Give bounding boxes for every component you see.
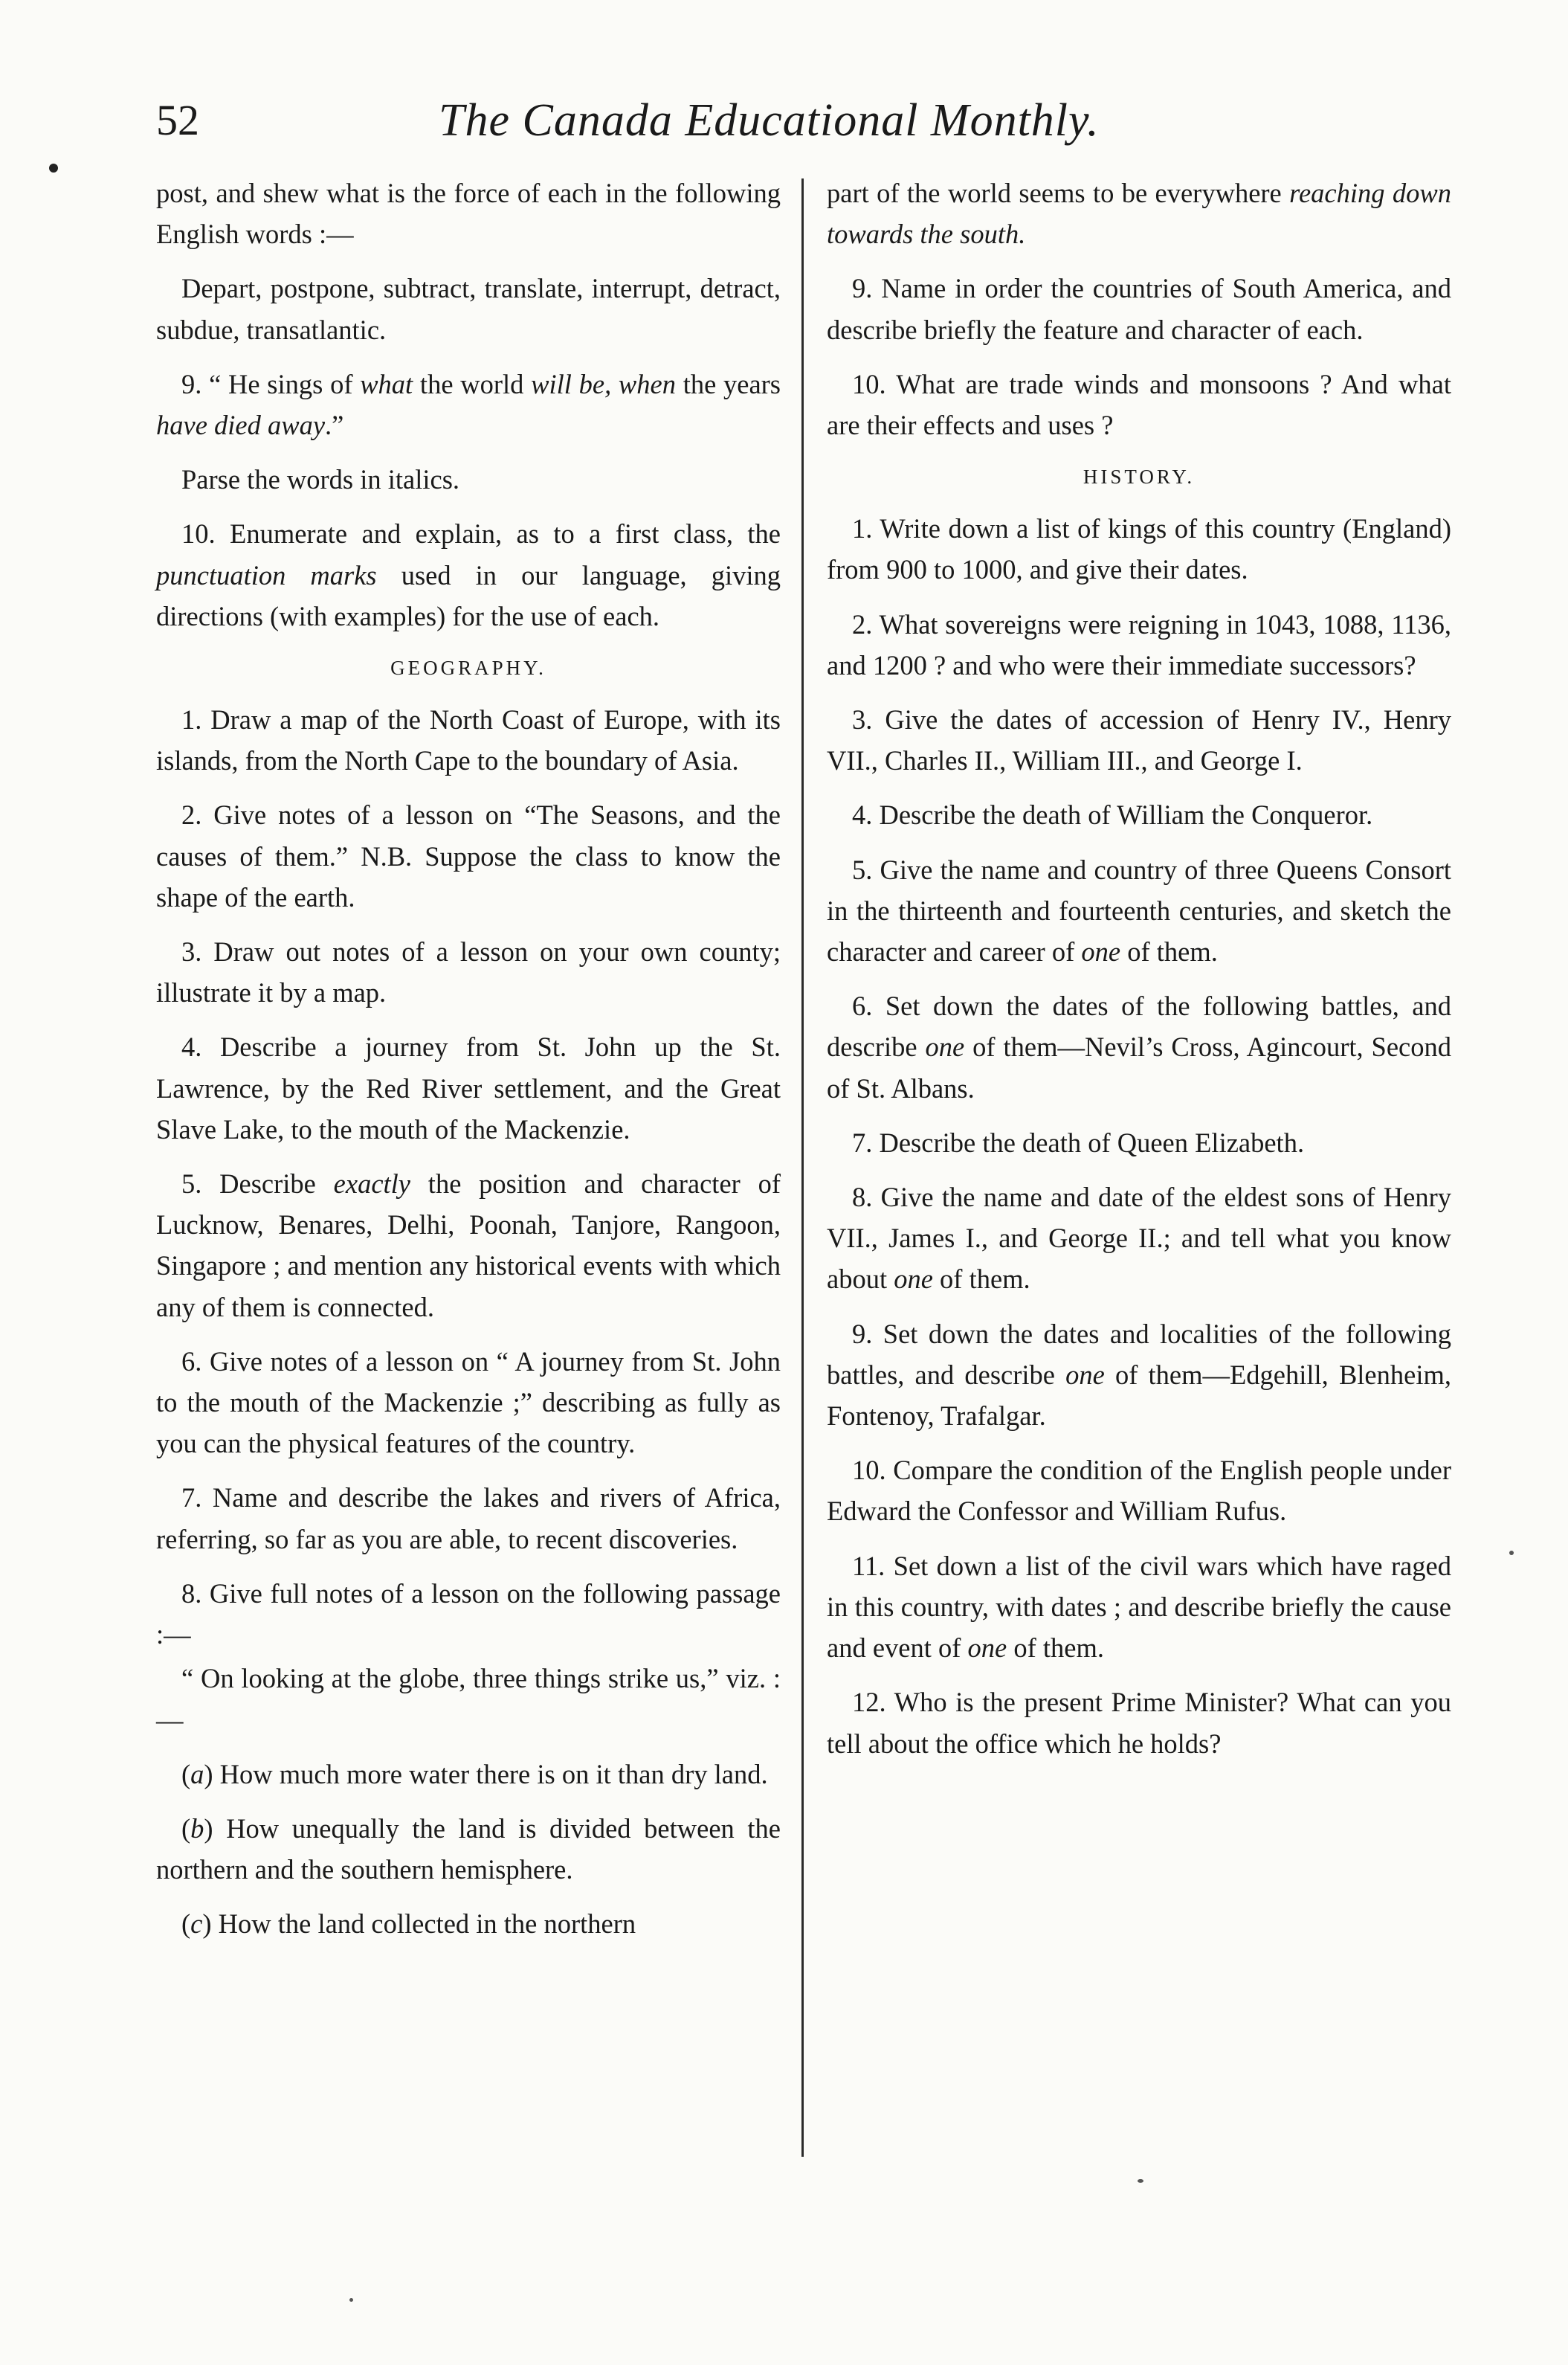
paragraph: 7. Name and describe the lakes and rivers of Africa, referring, so far as you are able, to recent discoveries.: [156, 1482, 781, 1554]
italic-text: one: [1081, 936, 1121, 968]
section-heading: GEOGRAPHY.: [390, 657, 546, 680]
paragraph: [827, 985, 1451, 1109]
paragraph: 10. Compare the condition of the English people under Edward the Confessor and William Rufus.: [827, 1455, 1451, 1527]
italic-text: one: [967, 1632, 1007, 1664]
paragraph: Parse the words in italics.: [181, 464, 460, 495]
page-number: 52: [156, 96, 199, 144]
paragraph: 10. What are trade winds and monsoons ? And what are their effects and uses ?: [827, 368, 1451, 441]
paragraph: [156, 364, 781, 445]
text-run: (: [181, 1812, 191, 1844]
text-run: 6. Set down the dates of the following battles, and describe: [827, 991, 1451, 1063]
italic-text: one: [1065, 1359, 1105, 1390]
paragraph: [156, 1163, 781, 1328]
italic-text: have died away: [156, 410, 326, 441]
paragraph: 8. Give full notes of a lesson on the following passage :—: [156, 1577, 781, 1650]
section-heading: HISTORY.: [1083, 466, 1196, 489]
italic-text: b: [190, 1812, 204, 1844]
text-run: 10. Enumerate and explain, as to a first class, the: [181, 518, 781, 550]
paragraph: 2. What sovereigns were reigning in 1043, 1088, 1136, and 1200 ? and who were their immediate successors?: [827, 608, 1451, 680]
paragraph: 12. Who is the present Prime Minister? What can you tell about the office which he holds?: [827, 1687, 1451, 1759]
paragraph: [827, 1545, 1451, 1669]
paragraph: 1. Draw a map of the North Coast of Europe, with its islands, from the North Cape to the boundary of Asia.: [156, 704, 781, 776]
text-run: ) How the land collected in the northern: [202, 1908, 636, 1940]
text-run: part of the world seems to be everywhere: [827, 178, 1290, 208]
page-header: [156, 83, 1465, 158]
italic-text: one: [925, 1032, 965, 1063]
paragraph: [827, 173, 1451, 254]
paragraph: [156, 1808, 781, 1890]
text-run: (: [181, 1908, 191, 1940]
paragraph: 2. Give notes of a lesson on “The Seasons, and the causes of them.” N.B. Suppose the class to know the shape of the earth.: [156, 799, 781, 913]
italic-text: punctuation marks: [156, 559, 377, 591]
paragraph: [156, 513, 781, 637]
margin-mark: [49, 164, 58, 173]
text-run: of them.: [1007, 1632, 1104, 1664]
paragraph: 3. Give the dates of accession of Henry IV., Henry VII., Charles II., William III., and George I.: [827, 704, 1451, 776]
italic-text: what: [360, 368, 413, 399]
italic-text: one: [894, 1264, 933, 1295]
text-run: the position and character of Lucknow, Benares, Delhi, Poonah, Tanjore, Rangoon, Singapore ; and mention any historical events with which any of them is connected.: [156, 1168, 781, 1322]
running-title: The Canada Educational Monthly.: [439, 95, 1100, 146]
paragraph: post, and shew what is the force of each in the following English words :—: [156, 178, 781, 250]
italic-text: reaching down towards the south.: [827, 178, 1451, 250]
paragraph: 1. Write down a list of kings of this country (England) from 900 to 1000, and give their dates.: [827, 513, 1451, 585]
left-column: [156, 173, 781, 1958]
right-column: [827, 173, 1451, 1777]
paragraph: 3. Draw out notes of a lesson on your own county; illustrate it by a map.: [156, 936, 781, 1008]
paragraph: [827, 1313, 1451, 1437]
print-speck: [1138, 2179, 1143, 2183]
text-run: 5. Describe: [181, 1168, 334, 1200]
text-run: the world: [413, 368, 532, 399]
text-run: of them.: [932, 1264, 1030, 1295]
text-run: 9. “ He sings of: [181, 368, 361, 399]
text-run: of them—Nevil’s Cross, Agincourt, Second of St. Albans.: [827, 1032, 1451, 1104]
text-run: used in our language, giving directions (with examples) for the use of each.: [156, 559, 781, 631]
text-run: of them.: [1120, 936, 1218, 968]
text-run: 11. Set down a list of the civil wars which have raged in this country, with dates ; and describe briefly the cause and event of: [827, 1550, 1451, 1664]
paragraph: [156, 1754, 781, 1795]
column-divider: [801, 178, 804, 2157]
text-run: 9. Set down the dates and localities of the following battles, and describe: [827, 1318, 1451, 1390]
paragraph: 9. Name in order the countries of South America, and describe briefly the feature and character of each.: [827, 273, 1451, 345]
paragraph: Depart, postpone, subtract, translate, interrupt, detract, subdue, transatlantic.: [156, 273, 781, 345]
text-run: (: [181, 1758, 191, 1789]
text-run: the years: [675, 368, 781, 399]
italic-text: exactly: [333, 1168, 411, 1200]
paragraph: 6. Give notes of a lesson on “ A journey from St. John to the mouth of the Mackenzie ;” describing as fully as you can the physical features of the country.: [156, 1345, 781, 1459]
text-run: 5. Give the name and country of three Queens Consort in the thirteenth and fourteenth centuries, and sketch the character and career of: [827, 854, 1451, 968]
italic-text: a: [190, 1758, 204, 1789]
paragraph: “ On looking at the globe, three things strike us,” viz. :—: [156, 1663, 781, 1735]
paragraph: [827, 849, 1451, 973]
italic-text: will be, when: [531, 368, 676, 399]
paragraph: 4. Describe the death of William the Conqueror.: [852, 799, 1373, 831]
text-run: ) How much more water there is on it than dry land.: [204, 1758, 768, 1789]
text-run: .”: [325, 410, 344, 441]
paragraph: [827, 1177, 1451, 1300]
print-speck: [349, 2298, 353, 2302]
text-run: ) How unequally the land is divided between the northern and the southern hemisphere.: [156, 1812, 781, 1885]
paragraph: 7. Describe the death of Queen Elizabeth.: [852, 1127, 1305, 1158]
paragraph: 4. Describe a journey from St. John up the St. Lawrence, by the Red River settlement, and the Great Slave Lake, to the mouth of the Mackenzie.: [156, 1032, 781, 1145]
italic-text: c: [190, 1908, 203, 1940]
print-speck: [1509, 1551, 1514, 1555]
paragraph: [156, 1903, 781, 1944]
text-run: 8. Give the name and date of the eldest sons of Henry VII., James I., and George II.; and tell what you know about: [827, 1182, 1451, 1295]
text-run: of them—Edgehill, Blenheim, Fontenoy, Trafalgar.: [827, 1359, 1451, 1432]
